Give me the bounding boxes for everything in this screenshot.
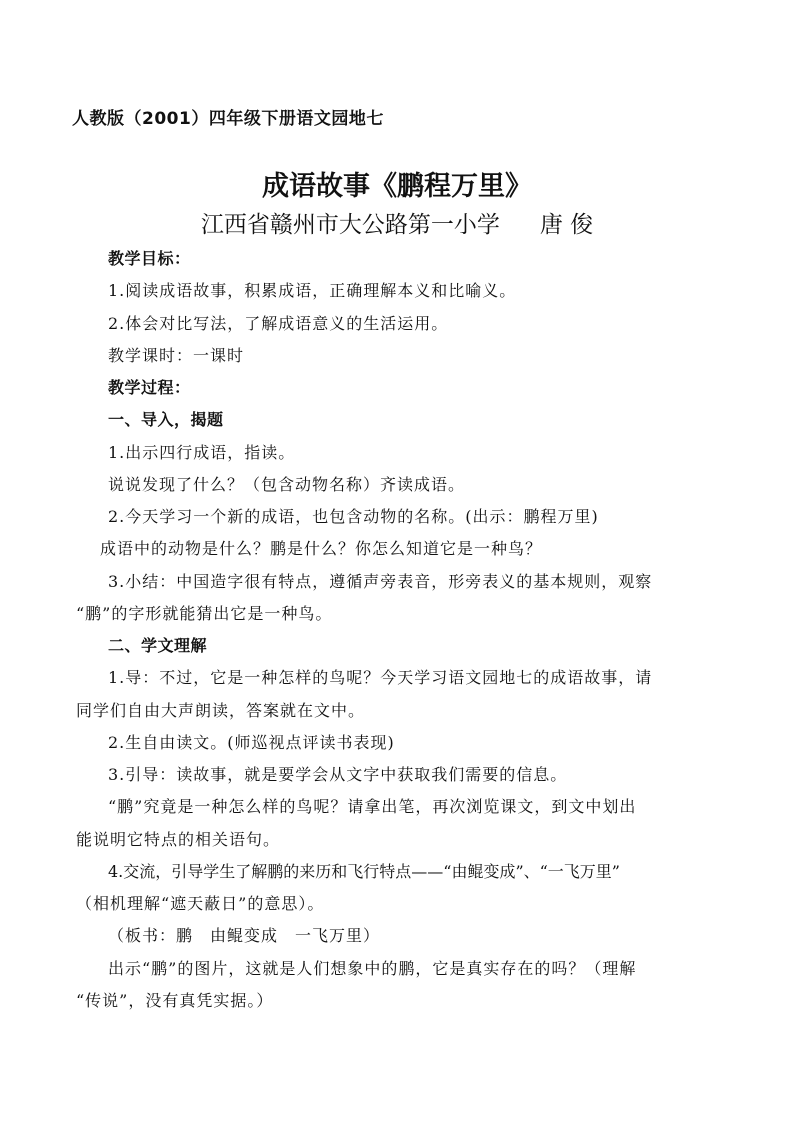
section-heading-objectives: 教学目标： bbox=[108, 249, 191, 268]
paragraph-line: 2.今天学习一个新的成语，也包含动物的名称。(出示：鹏程万里) bbox=[108, 507, 599, 526]
paragraph-line: 能说明它特点的相关语句。 bbox=[76, 830, 281, 849]
paragraph-line: 3.引导：读故事，就是要学会从文字中获取我们需要的信息。 bbox=[108, 765, 568, 784]
paragraph-line: “鹏”究竟是一种怎么样的鸟呢？请拿出笔，再次浏览课文，到文中划出 bbox=[108, 797, 637, 816]
paragraph-line: （相机理解“遮天蔽日”的意思）。 bbox=[76, 894, 325, 913]
paragraph-line: 出示“鹏”的图片，这就是人们想象中的鹏，它是真实存在的吗？（理解 bbox=[108, 959, 637, 978]
paragraph-line: 2.生自由读文。(师巡视点评读书表现) bbox=[108, 733, 395, 752]
section-heading-intro: 一、导入，揭题 bbox=[108, 410, 224, 429]
author-school: 江西省赣州市大公路第一小学 bbox=[200, 212, 500, 238]
paragraph-line: 1.出示四行成语，指读。 bbox=[108, 443, 296, 462]
paragraph-line: “鹏”的字形就能猜出它是一种鸟。 bbox=[76, 604, 333, 623]
document-header: 人教版（2001）四年级下册语文园地七 bbox=[72, 109, 384, 129]
paragraph-line: 教学课时：一课时 bbox=[108, 346, 245, 365]
paragraph-line: 说说发现了什么？（包含动物名称）齐读成语。 bbox=[108, 475, 466, 494]
paragraph-line: 4.交流，引导学生了解鹏的来历和飞行特点——“由鲲变成”、“一飞万里” bbox=[108, 862, 620, 881]
paragraph-line: 3.小结：中国造字很有特点，遵循声旁表音，形旁表义的基本规则，观察 bbox=[108, 572, 653, 591]
paragraph-line: “传说”，没有真凭实据。） bbox=[76, 991, 274, 1010]
paragraph-line: 2.体会对比写法，了解成语意义的生活运用。 bbox=[108, 314, 449, 333]
author-name: 唐 俊 bbox=[539, 212, 594, 238]
page-title: 成语故事《鹏程万里》 bbox=[262, 171, 532, 202]
paragraph-line: （板书：鹏 由鲲变成 一飞万里） bbox=[108, 926, 381, 945]
paragraph-line: 同学们自由大声朗读，答案就在文中。 bbox=[76, 701, 366, 720]
section-heading-study: 二、学文理解 bbox=[108, 636, 208, 655]
paragraph-line: 成语中的动物是什么？鹏是什么？你怎么知道它是一种鸟？ bbox=[100, 539, 543, 558]
author-line bbox=[0, 206, 794, 239]
section-heading-process: 教学过程： bbox=[108, 378, 191, 397]
paragraph-line: 1.导：不过，它是一种怎样的鸟呢？今天学习语文园地七的成语故事，请 bbox=[108, 668, 653, 687]
paragraph-line: 1.阅读成语故事，积累成语，正确理解本义和比喻义。 bbox=[108, 281, 517, 300]
